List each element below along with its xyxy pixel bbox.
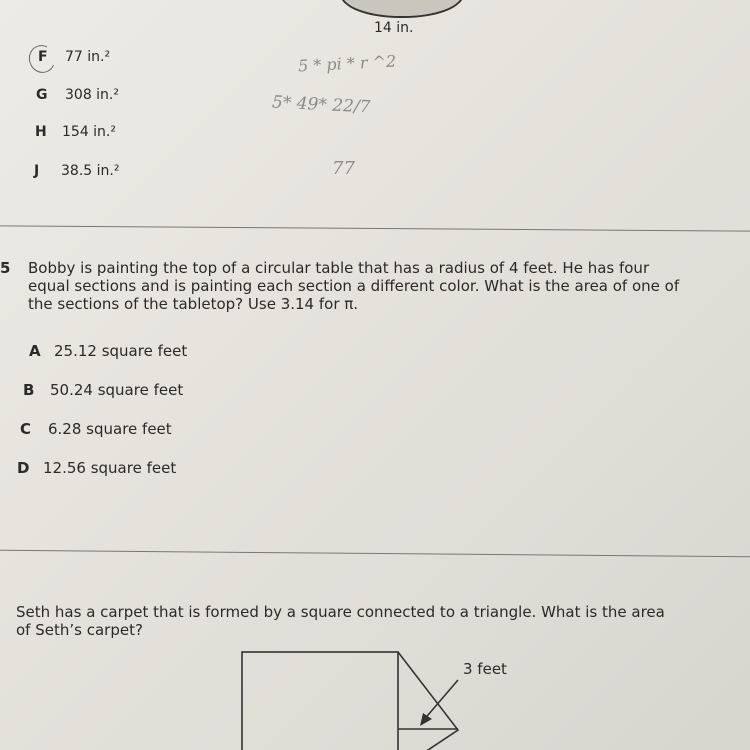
carpet-triangle bbox=[398, 652, 458, 750]
answer-letter-c[interactable]: C bbox=[20, 420, 32, 438]
option-letter-f: F bbox=[38, 49, 48, 65]
answer-text-c[interactable]: 6.28 square feet bbox=[48, 420, 172, 438]
answer-text-a[interactable]: 25.12 square feet bbox=[54, 342, 188, 360]
answer-letter-d[interactable]: D bbox=[17, 459, 30, 477]
handwriting-result: 77 bbox=[332, 158, 355, 179]
handwriting-formula: 5 * pi * r ^2 bbox=[297, 51, 397, 76]
option-letter-g: G bbox=[36, 87, 48, 103]
carpet-square bbox=[242, 652, 398, 750]
option-text-h: 154 in.² bbox=[62, 124, 116, 140]
question-text-line-1: Bobby is painting the top of a circular table that has a radius of 4 feet. He has four bbox=[28, 259, 650, 277]
answer-text-b[interactable]: 50.24 square feet bbox=[50, 381, 184, 399]
label-arrow bbox=[422, 680, 458, 722]
answer-text-d[interactable]: 12.56 square feet bbox=[43, 459, 177, 477]
option-letter-h: H bbox=[35, 124, 47, 140]
option-letter-j: J bbox=[34, 163, 40, 179]
question-6-text-line-1: Seth has a carpet that is formed by a square connected to a triangle. What is the area bbox=[16, 603, 665, 621]
question-text-line-3: the sections of the tabletop? Use 3.14 for π. bbox=[28, 295, 359, 313]
answer-letter-b[interactable]: B bbox=[23, 381, 35, 399]
arrow-head bbox=[420, 713, 432, 726]
option-text-j: 38.5 in.² bbox=[61, 163, 120, 179]
answer-letter-a[interactable]: A bbox=[29, 342, 41, 360]
question-6-text-line-2: of Seth’s carpet? bbox=[16, 621, 143, 639]
figure-label-3-feet: 3 feet bbox=[463, 660, 507, 678]
option-text-g: 308 in.² bbox=[65, 87, 119, 103]
question-text-line-2: equal sections and is painting each section a different color. What is the area of one of bbox=[28, 277, 680, 295]
diameter-label: 14 in. bbox=[374, 20, 414, 36]
handwriting-substitution: 5* 49* 22/7 bbox=[271, 92, 371, 118]
option-text-f: 77 in.² bbox=[65, 49, 111, 65]
question-number: 5 bbox=[0, 259, 11, 277]
